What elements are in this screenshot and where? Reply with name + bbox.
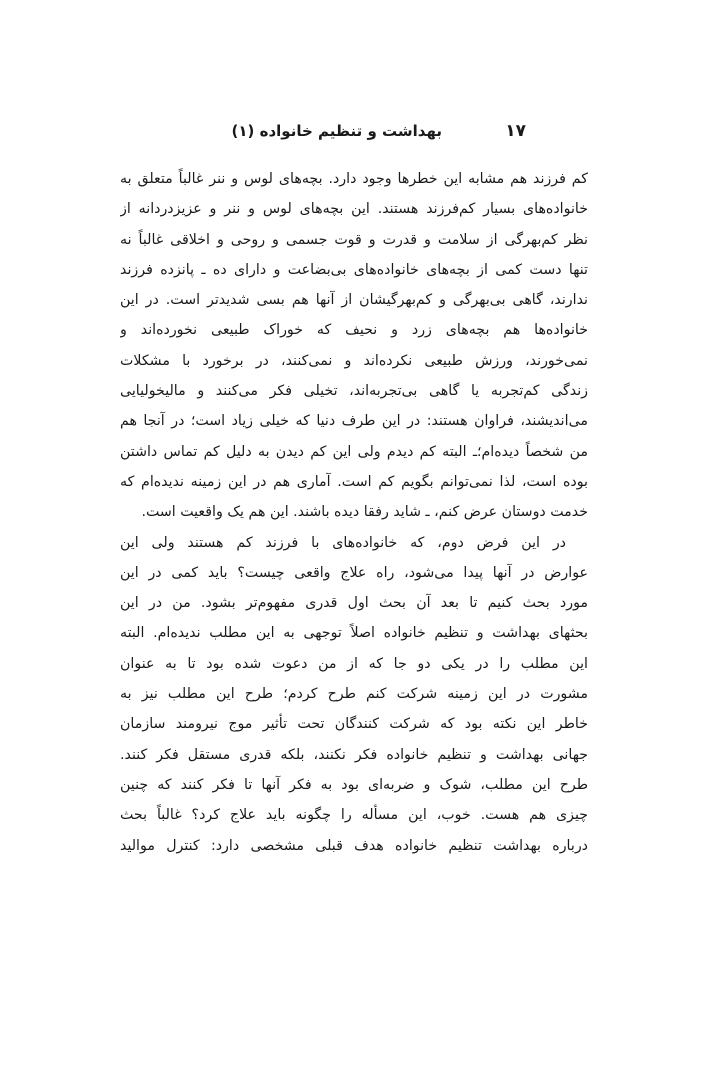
text-line: نمی‌خورند، ورزش طبیعی نکرده‌اند و نمی‌کنند، در برخورد با مشکلات [120, 352, 588, 369]
text-line: من شخصاً دیده‌ام؛ـ البته کم دیدم ولی این کم دیدن به دلیل کم تماس داشتن [120, 443, 588, 460]
text-line: بوده است، لذا نمی‌توانم بگویم کم است. آماری هم در این زمینه ندیده‌ام که [120, 473, 588, 490]
text-line: خانواده‌ها هم بچه‌های زرد و نحیف که خوراک طبیعی نخورده‌اند و [120, 322, 588, 339]
page-header [118, 118, 582, 148]
text-line: جهانی بهداشت و تنظیم خانواده فکر نکنند، بلکه قدری مستقل فکر کنند. [120, 746, 588, 763]
text-line: کم فرزند هم مشابه این خطرها وجود دارد. بچه‌های لوس و ننر غالباً متعلق به [120, 171, 588, 187]
paragraph-1 [120, 164, 588, 528]
text-line: در این فرض دوم، که خانواده‌های با فرزند کم هستند ولی این [120, 534, 566, 551]
text-line: تنها دست کمی از بچه‌های خانواده‌های بی‌بضاعت و دارای ده ـ پانزده فرزند [120, 261, 588, 278]
text-line: مشورت در این زمینه شرکت کنم طرح کردم؛ طرح این مطلب نیز به [120, 686, 588, 703]
text-line: چیزی هم هست. خوب، این مسأله را چگونه باید علاج کرد؟ غالباً بحث [120, 807, 588, 824]
text-line: بحثهای بهداشت و تنظیم خانواده اصلاً توجهی به این مطلب ندیده‌ام. البته [120, 625, 588, 642]
body-text [120, 164, 588, 861]
text-line: عوارض در آنها پیدا می‌شود، راه علاج واقعی چیست؟ باید کمی در این [120, 564, 588, 581]
paragraph-2 [120, 528, 588, 861]
text-line: طرح این مطلب، شوک و ضربه‌ای بود به فکر آنها تا فکر کنند که چنین [120, 776, 588, 793]
text-line: نظر کم‌بهرگی از سلامت و قدرت و قوت جسمی و روحی و اخلاقی غالباً نه [120, 231, 588, 248]
page-number: ۱۷ [505, 121, 526, 141]
text-line: خدمت دوستان عرض کنم، ـ شاید رفقا دیده باشند. این هم یک واقعیت است. [141, 504, 588, 521]
text-line: درباره بهداشت تنظیم خانواده هدف قبلی مشخصی دارد: کنترل موالید [120, 837, 588, 854]
text-line: خانواده‌های بسیار کم‌فرزند هستند. این بچه‌های لوس و ننر و عزیزدردانه از [120, 201, 588, 218]
text-line: مورد بحث کنیم تا بعد آن بحث اول قدری مفهوم‌تر بشود. من در این [120, 595, 588, 612]
text-line: زندگی کم‌تجربه یا گاهی بی‌تجربه‌اند، تخیلی فکر می‌کنند و مالیخولیایی [120, 383, 588, 400]
text-line: می‌اندیشند، فراوان هستند: در این طرف دنیا که خیلی زیاد است؛ در آنجا هم [120, 413, 588, 430]
text-line: این مطلب را در یکی دو جا که از من دعوت شده بود تا به عنوان [120, 655, 588, 672]
text-line: ندارند، گاهی بی‌بهرگی و کم‌بهرگیشان از آنها هم بسی شدیدتر است. در این [120, 292, 588, 309]
running-title: بهداشت و تنظیم خانواده (۱) [231, 122, 442, 140]
text-line: خاطر این نکته بود که شرکت کنندگان تحت تأثیر موج نیرومند سازمان [120, 716, 588, 733]
